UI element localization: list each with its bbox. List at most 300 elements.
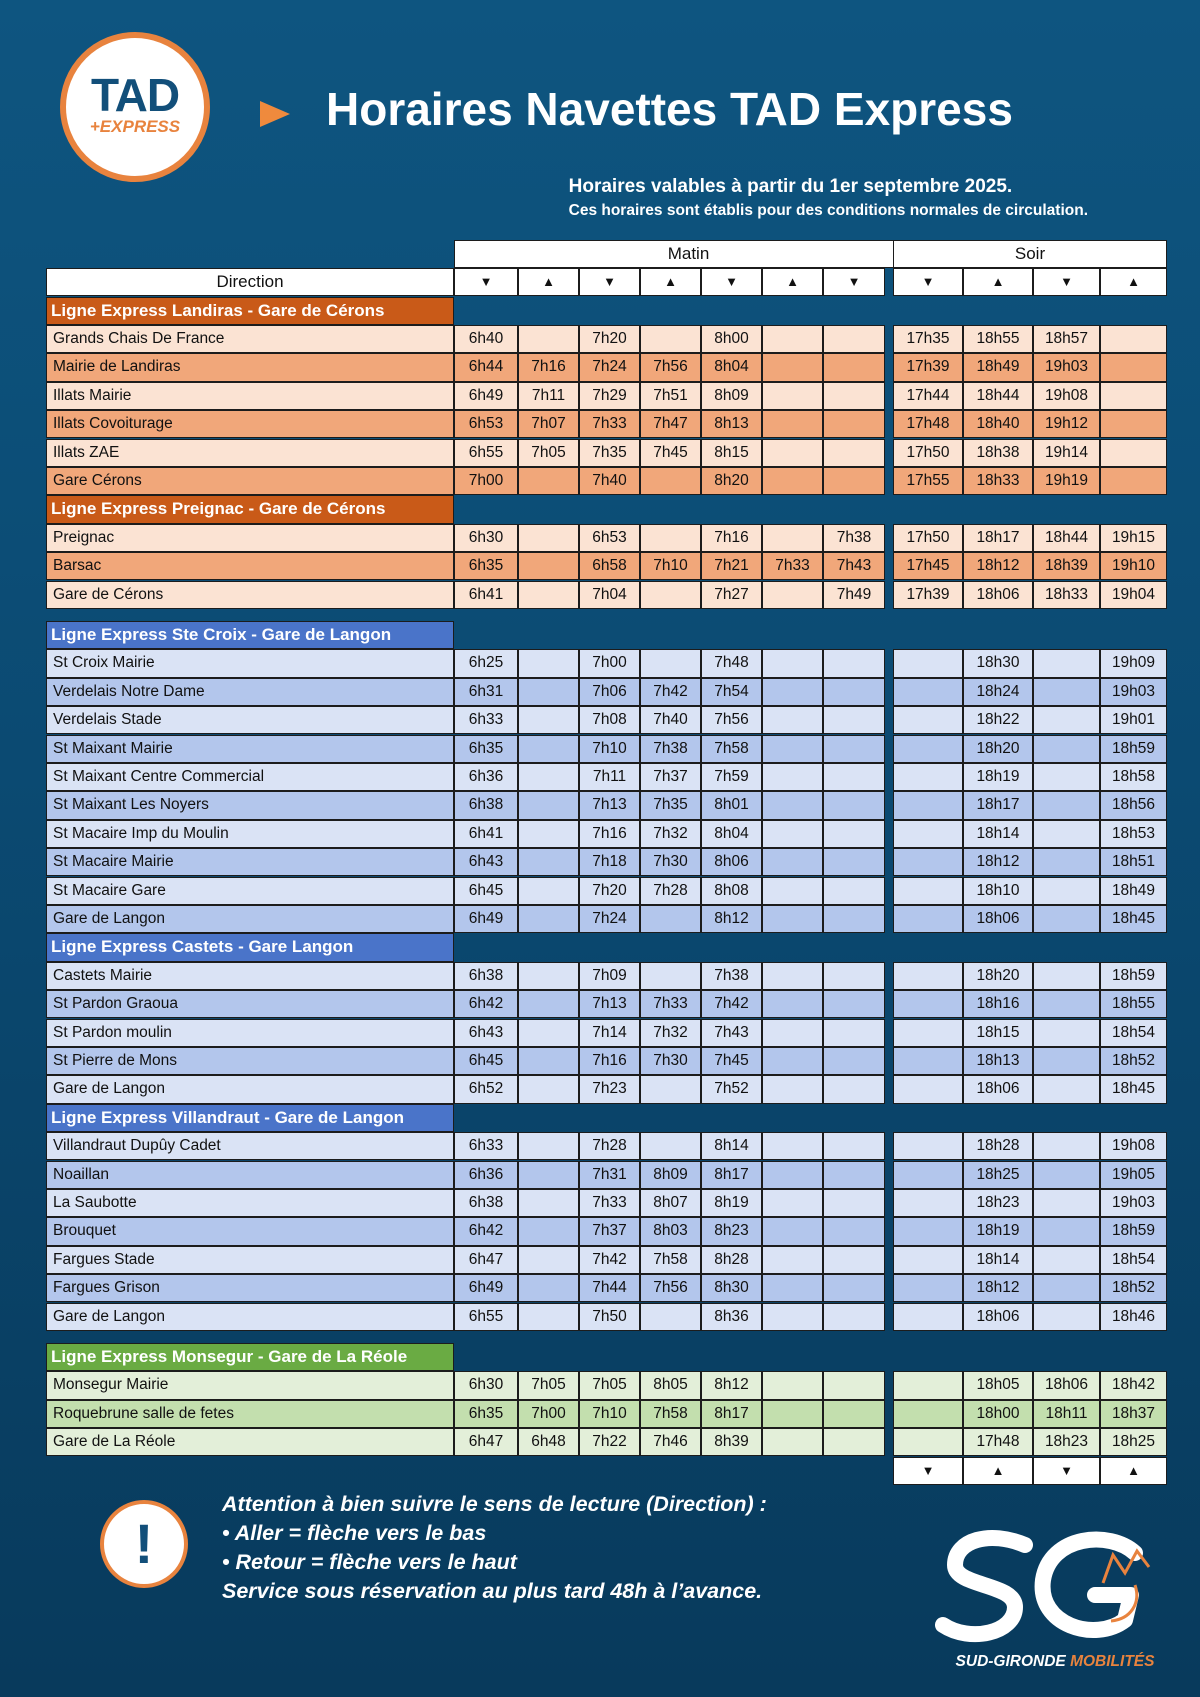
matin-time: 7h59 xyxy=(701,763,762,791)
soir-time: 19h08 xyxy=(1100,1132,1167,1160)
matin-time xyxy=(762,1246,823,1274)
matin-time xyxy=(762,877,823,905)
matin-time xyxy=(762,820,823,848)
soir-time xyxy=(1033,962,1100,990)
matin-time xyxy=(823,325,885,353)
soir-time xyxy=(1100,410,1167,438)
matin-time: 6h58 xyxy=(579,552,640,580)
soir-time xyxy=(1100,382,1167,410)
matin-time: 6h52 xyxy=(454,1075,518,1103)
matin-time xyxy=(762,325,823,353)
soir-time: 18h55 xyxy=(963,325,1033,353)
matin-time: 6h49 xyxy=(454,905,518,933)
matin-time: 8h15 xyxy=(701,439,762,467)
soir-time: 19h04 xyxy=(1100,581,1167,609)
soir-time xyxy=(1033,735,1100,763)
matin-time xyxy=(518,763,579,791)
soir-time xyxy=(1033,706,1100,734)
matin-time: 6h30 xyxy=(454,524,518,552)
section-title: Ligne Express Landiras - Gare de Cérons xyxy=(46,297,454,325)
header-direction: Direction xyxy=(46,268,454,296)
matin-time: 7h04 xyxy=(579,581,640,609)
soir-direction-2-down-arrow-icon: ▼ xyxy=(1033,268,1100,296)
matin-time: 6h49 xyxy=(454,382,518,410)
matin-time xyxy=(823,678,885,706)
soir-time: 19h03 xyxy=(1033,353,1100,381)
stop-name: Gare de Langon xyxy=(46,905,454,933)
matin-time: 7h16 xyxy=(701,524,762,552)
matin-time xyxy=(518,1303,579,1331)
sg-logo-mark-icon xyxy=(935,1525,1175,1655)
matin-time: 7h48 xyxy=(701,649,762,677)
matin-time: 6h53 xyxy=(579,524,640,552)
matin-time xyxy=(823,990,885,1018)
soir-time: 18h40 xyxy=(963,410,1033,438)
matin-time xyxy=(823,649,885,677)
matin-time: 8h17 xyxy=(701,1161,762,1189)
page-title: Horaires Navettes TAD Express xyxy=(326,83,1013,135)
section-title: Ligne Express Castets - Gare Langon xyxy=(46,933,454,961)
matin-time xyxy=(518,1189,579,1217)
matin-time xyxy=(762,1047,823,1075)
validity-date: Horaires valables à partir du 1er septembre 2025. xyxy=(568,176,1013,197)
soir-time: 18h16 xyxy=(963,990,1033,1018)
matin-time xyxy=(518,325,579,353)
matin-time: 7h56 xyxy=(640,1274,701,1302)
soir-time xyxy=(893,1274,963,1302)
matin-time xyxy=(518,1132,579,1160)
matin-time xyxy=(823,848,885,876)
matin-direction-1-up-arrow-icon: ▲ xyxy=(518,268,579,296)
soir-direction-0-down-arrow-icon: ▼ xyxy=(893,268,963,296)
matin-time xyxy=(640,1075,701,1103)
soir-time xyxy=(893,848,963,876)
matin-time: 8h03 xyxy=(640,1217,701,1245)
soir-time xyxy=(893,905,963,933)
soir-time: 18h14 xyxy=(963,1246,1033,1274)
matin-time: 7h23 xyxy=(579,1075,640,1103)
matin-time: 8h04 xyxy=(701,353,762,381)
matin-time xyxy=(518,1217,579,1245)
soir-time xyxy=(1033,1246,1100,1274)
soir-time xyxy=(1033,678,1100,706)
matin-time: 7h10 xyxy=(579,735,640,763)
matin-time xyxy=(762,735,823,763)
stop-name: St Pardon Graoua xyxy=(46,990,454,1018)
matin-time xyxy=(640,905,701,933)
soir-time xyxy=(893,1047,963,1075)
soir-time: 18h25 xyxy=(1100,1428,1167,1456)
soir-time xyxy=(893,1161,963,1189)
matin-time xyxy=(762,439,823,467)
matin-time: 8h00 xyxy=(701,325,762,353)
matin-time: 7h07 xyxy=(518,410,579,438)
section-title: Ligne Express Villandraut - Gare de Langon xyxy=(46,1104,454,1132)
matin-time: 7h00 xyxy=(454,467,518,495)
matin-time: 7h29 xyxy=(579,382,640,410)
soir-time xyxy=(1100,439,1167,467)
soir-time: 18h52 xyxy=(1100,1047,1167,1075)
matin-time: 8h07 xyxy=(640,1189,701,1217)
matin-time xyxy=(518,791,579,819)
stop-name: Noaillan xyxy=(46,1161,454,1189)
soir-time: 19h03 xyxy=(1100,678,1167,706)
soir-time: 18h49 xyxy=(963,353,1033,381)
matin-time: 7h33 xyxy=(762,552,823,580)
soir-time: 18h44 xyxy=(963,382,1033,410)
matin-time: 6h35 xyxy=(454,1400,518,1428)
soir-time xyxy=(893,678,963,706)
matin-time: 8h28 xyxy=(701,1246,762,1274)
matin-time: 7h05 xyxy=(518,439,579,467)
matin-time: 6h38 xyxy=(454,962,518,990)
soir-footer-direction-0-down-arrow-icon: ▼ xyxy=(893,1457,963,1485)
matin-time xyxy=(823,706,885,734)
matin-time xyxy=(762,1371,823,1399)
soir-time: 18h17 xyxy=(963,524,1033,552)
soir-time: 18h23 xyxy=(1033,1428,1100,1456)
soir-time: 18h14 xyxy=(963,820,1033,848)
matin-time: 7h09 xyxy=(579,962,640,990)
matin-time: 7h24 xyxy=(579,905,640,933)
matin-time xyxy=(823,1400,885,1428)
soir-time xyxy=(893,735,963,763)
section-title: Ligne Express Ste Croix - Gare de Langon xyxy=(46,621,454,649)
stop-name: Monsegur Mairie xyxy=(46,1371,454,1399)
matin-time: 6h31 xyxy=(454,678,518,706)
matin-time xyxy=(823,1047,885,1075)
sud-gironde-logo xyxy=(935,1525,1175,1675)
soir-time: 18h45 xyxy=(1100,1075,1167,1103)
matin-time: 7h32 xyxy=(640,1019,701,1047)
stop-name: Gare de Langon xyxy=(46,1303,454,1331)
matin-time: 7h30 xyxy=(640,1047,701,1075)
soir-time: 19h19 xyxy=(1033,467,1100,495)
matin-time: 6h38 xyxy=(454,791,518,819)
matin-time xyxy=(640,524,701,552)
matin-time xyxy=(762,1189,823,1217)
matin-time: 6h43 xyxy=(454,1019,518,1047)
matin-time: 7h06 xyxy=(579,678,640,706)
stop-name: Gare de Cérons xyxy=(46,581,454,609)
matin-time: 6h30 xyxy=(454,1371,518,1399)
stop-name: Illats Mairie xyxy=(46,382,454,410)
soir-footer-direction-3-up-arrow-icon: ▲ xyxy=(1100,1457,1167,1485)
matin-time xyxy=(762,353,823,381)
section-title: Ligne Express Preignac - Gare de Cérons xyxy=(46,495,454,523)
soir-time: 18h38 xyxy=(963,439,1033,467)
matin-time xyxy=(823,1246,885,1274)
matin-time: 7h56 xyxy=(640,353,701,381)
soir-time: 18h46 xyxy=(1100,1303,1167,1331)
matin-time xyxy=(518,524,579,552)
matin-time: 6h42 xyxy=(454,990,518,1018)
info-icon: ! xyxy=(100,1500,188,1588)
stop-name: Villandraut Dupûy Cadet xyxy=(46,1132,454,1160)
matin-time: 8h13 xyxy=(701,410,762,438)
matin-time: 7h43 xyxy=(823,552,885,580)
matin-time: 6h25 xyxy=(454,649,518,677)
matin-time xyxy=(823,905,885,933)
soir-time: 18h51 xyxy=(1100,848,1167,876)
soir-time: 19h14 xyxy=(1033,439,1100,467)
matin-time xyxy=(518,1019,579,1047)
matin-time xyxy=(518,552,579,580)
matin-time: 7h38 xyxy=(701,962,762,990)
matin-time: 6h35 xyxy=(454,735,518,763)
soir-time: 19h10 xyxy=(1100,552,1167,580)
soir-time xyxy=(893,1075,963,1103)
soir-time: 18h54 xyxy=(1100,1246,1167,1274)
soir-time xyxy=(893,1400,963,1428)
soir-time: 19h12 xyxy=(1033,410,1100,438)
matin-time: 8h14 xyxy=(701,1132,762,1160)
soir-time xyxy=(1033,649,1100,677)
soir-time xyxy=(1033,791,1100,819)
soir-time xyxy=(1033,877,1100,905)
matin-time xyxy=(762,905,823,933)
matin-time xyxy=(640,649,701,677)
matin-time xyxy=(640,1132,701,1160)
conditions-note: Ces horaires sont établis pour des conditions normales de circulation. xyxy=(568,202,1088,219)
matin-time: 7h22 xyxy=(579,1428,640,1456)
soir-time: 17h39 xyxy=(893,353,963,381)
soir-time xyxy=(893,962,963,990)
matin-time xyxy=(762,649,823,677)
matin-time: 8h20 xyxy=(701,467,762,495)
matin-time: 7h20 xyxy=(579,325,640,353)
soir-footer-direction-1-up-arrow-icon: ▲ xyxy=(963,1457,1033,1485)
soir-time: 18h53 xyxy=(1100,820,1167,848)
soir-time xyxy=(893,820,963,848)
matin-time: 8h23 xyxy=(701,1217,762,1245)
matin-time: 6h36 xyxy=(454,763,518,791)
direction-notice xyxy=(222,1490,767,1606)
soir-time: 18h13 xyxy=(963,1047,1033,1075)
soir-time xyxy=(893,706,963,734)
matin-time xyxy=(823,962,885,990)
soir-time: 18h33 xyxy=(1033,581,1100,609)
matin-time: 7h00 xyxy=(518,1400,579,1428)
soir-time: 18h19 xyxy=(963,763,1033,791)
matin-time xyxy=(762,791,823,819)
matin-time xyxy=(762,581,823,609)
matin-time: 8h09 xyxy=(640,1161,701,1189)
soir-time: 17h44 xyxy=(893,382,963,410)
matin-time xyxy=(823,877,885,905)
matin-time: 7h08 xyxy=(579,706,640,734)
soir-time: 18h12 xyxy=(963,1274,1033,1302)
soir-time xyxy=(1033,990,1100,1018)
soir-time: 18h12 xyxy=(963,848,1033,876)
matin-time: 8h36 xyxy=(701,1303,762,1331)
soir-time: 17h50 xyxy=(893,524,963,552)
matin-time: 7h40 xyxy=(640,706,701,734)
matin-time: 7h42 xyxy=(579,1246,640,1274)
matin-time xyxy=(823,353,885,381)
soir-time: 18h06 xyxy=(963,1075,1033,1103)
matin-time: 7h05 xyxy=(518,1371,579,1399)
header-matin: Matin xyxy=(454,240,923,268)
soir-time xyxy=(1033,1047,1100,1075)
notice-line-4: Service sous réservation au plus tard 48h à l’avance. xyxy=(222,1579,763,1603)
stop-name: Gare de La Réole xyxy=(46,1428,454,1456)
stop-name: Preignac xyxy=(46,524,454,552)
matin-time: 6h33 xyxy=(454,706,518,734)
stop-name: Castets Mairie xyxy=(46,962,454,990)
soir-time xyxy=(893,1132,963,1160)
matin-time: 7h32 xyxy=(640,820,701,848)
matin-time: 7h16 xyxy=(518,353,579,381)
soir-time: 19h15 xyxy=(1100,524,1167,552)
matin-time xyxy=(823,1303,885,1331)
soir-footer-direction-2-down-arrow-icon: ▼ xyxy=(1033,1457,1100,1485)
matin-time xyxy=(518,877,579,905)
matin-time: 7h46 xyxy=(640,1428,701,1456)
matin-time xyxy=(518,820,579,848)
matin-time xyxy=(640,1303,701,1331)
matin-time: 7h33 xyxy=(579,1189,640,1217)
matin-time: 7h11 xyxy=(579,763,640,791)
matin-time: 7h10 xyxy=(579,1400,640,1428)
matin-time xyxy=(823,1132,885,1160)
stop-name: St Maixant Les Noyers xyxy=(46,791,454,819)
matin-time: 7h37 xyxy=(640,763,701,791)
soir-time: 19h08 xyxy=(1033,382,1100,410)
soir-direction-3-up-arrow-icon: ▲ xyxy=(1100,268,1167,296)
brand-part-2: MOBILITÉS xyxy=(1070,1653,1155,1670)
soir-time: 18h30 xyxy=(963,649,1033,677)
brand-caption xyxy=(935,1653,1175,1671)
matin-time xyxy=(762,524,823,552)
matin-time xyxy=(823,735,885,763)
stop-name: Grands Chais De France xyxy=(46,325,454,353)
matin-time: 7h35 xyxy=(640,791,701,819)
matin-time: 7h58 xyxy=(640,1400,701,1428)
soir-time xyxy=(893,1303,963,1331)
matin-time xyxy=(762,1428,823,1456)
matin-time xyxy=(823,1161,885,1189)
soir-time xyxy=(1033,1189,1100,1217)
matin-time xyxy=(762,706,823,734)
matin-time: 6h41 xyxy=(454,820,518,848)
soir-time: 18h28 xyxy=(963,1132,1033,1160)
matin-time: 6h47 xyxy=(454,1246,518,1274)
matin-direction-3-up-arrow-icon: ▲ xyxy=(640,268,701,296)
matin-time: 7h30 xyxy=(640,848,701,876)
matin-time: 7h50 xyxy=(579,1303,640,1331)
matin-time: 8h05 xyxy=(640,1371,701,1399)
matin-time: 7h13 xyxy=(579,990,640,1018)
stop-name: Verdelais Notre Dame xyxy=(46,678,454,706)
soir-time: 18h59 xyxy=(1100,962,1167,990)
matin-time: 7h49 xyxy=(823,581,885,609)
matin-time: 7h18 xyxy=(579,848,640,876)
stop-name: St Maixant Mairie xyxy=(46,735,454,763)
soir-time xyxy=(893,1189,963,1217)
matin-time: 8h12 xyxy=(701,905,762,933)
stop-name: Brouquet xyxy=(46,1217,454,1245)
soir-time: 17h55 xyxy=(893,467,963,495)
soir-time: 17h35 xyxy=(893,325,963,353)
matin-time xyxy=(823,820,885,848)
matin-time: 8h06 xyxy=(701,848,762,876)
soir-time: 18h12 xyxy=(963,552,1033,580)
stop-name: Illats ZAE xyxy=(46,439,454,467)
soir-time: 18h00 xyxy=(963,1400,1033,1428)
logo-main-text: TAD xyxy=(90,69,180,121)
soir-time xyxy=(1100,325,1167,353)
soir-time: 18h57 xyxy=(1033,325,1100,353)
matin-direction-2-down-arrow-icon: ▼ xyxy=(579,268,640,296)
matin-time: 7h10 xyxy=(640,552,701,580)
matin-time: 7h31 xyxy=(579,1161,640,1189)
matin-time xyxy=(762,1161,823,1189)
soir-time xyxy=(1033,905,1100,933)
matin-time xyxy=(518,581,579,609)
matin-time: 7h38 xyxy=(823,524,885,552)
notice-line-2: • Aller = flèche vers le bas xyxy=(222,1521,487,1545)
matin-time xyxy=(823,1189,885,1217)
matin-time: 7h45 xyxy=(640,439,701,467)
soir-time: 17h48 xyxy=(963,1428,1033,1456)
notice-line-3: • Retour = flèche vers le haut xyxy=(222,1550,517,1574)
matin-time: 7h24 xyxy=(579,353,640,381)
soir-time xyxy=(893,990,963,1018)
matin-time: 8h04 xyxy=(701,820,762,848)
matin-direction-5-up-arrow-icon: ▲ xyxy=(762,268,823,296)
stop-name: St Pardon moulin xyxy=(46,1019,454,1047)
matin-time: 6h35 xyxy=(454,552,518,580)
matin-time xyxy=(518,1047,579,1075)
matin-time: 7h11 xyxy=(518,382,579,410)
soir-time xyxy=(1033,1161,1100,1189)
soir-time xyxy=(1033,1132,1100,1160)
soir-time xyxy=(1033,1274,1100,1302)
matin-time xyxy=(762,962,823,990)
matin-time xyxy=(518,905,579,933)
soir-time: 18h42 xyxy=(1100,1371,1167,1399)
soir-time xyxy=(1033,763,1100,791)
soir-time: 19h05 xyxy=(1100,1161,1167,1189)
soir-time xyxy=(893,1428,963,1456)
soir-time: 18h59 xyxy=(1100,1217,1167,1245)
header-soir: Soir xyxy=(893,240,1167,268)
matin-time: 7h00 xyxy=(579,649,640,677)
soir-time xyxy=(1033,1019,1100,1047)
matin-time: 6h33 xyxy=(454,1132,518,1160)
stop-name: Illats Covoiturage xyxy=(46,410,454,438)
matin-time xyxy=(762,1274,823,1302)
matin-time: 7h20 xyxy=(579,877,640,905)
matin-time xyxy=(762,410,823,438)
matin-time: 7h43 xyxy=(701,1019,762,1047)
matin-time: 7h58 xyxy=(640,1246,701,1274)
matin-time xyxy=(762,678,823,706)
matin-time: 8h30 xyxy=(701,1274,762,1302)
soir-time xyxy=(1033,1303,1100,1331)
matin-time xyxy=(762,467,823,495)
matin-time xyxy=(518,706,579,734)
stop-name: Verdelais Stade xyxy=(46,706,454,734)
matin-time xyxy=(640,581,701,609)
matin-time xyxy=(823,439,885,467)
matin-time: 6h47 xyxy=(454,1428,518,1456)
soir-time: 18h44 xyxy=(1033,524,1100,552)
matin-time xyxy=(762,382,823,410)
matin-time xyxy=(518,962,579,990)
matin-time xyxy=(823,763,885,791)
